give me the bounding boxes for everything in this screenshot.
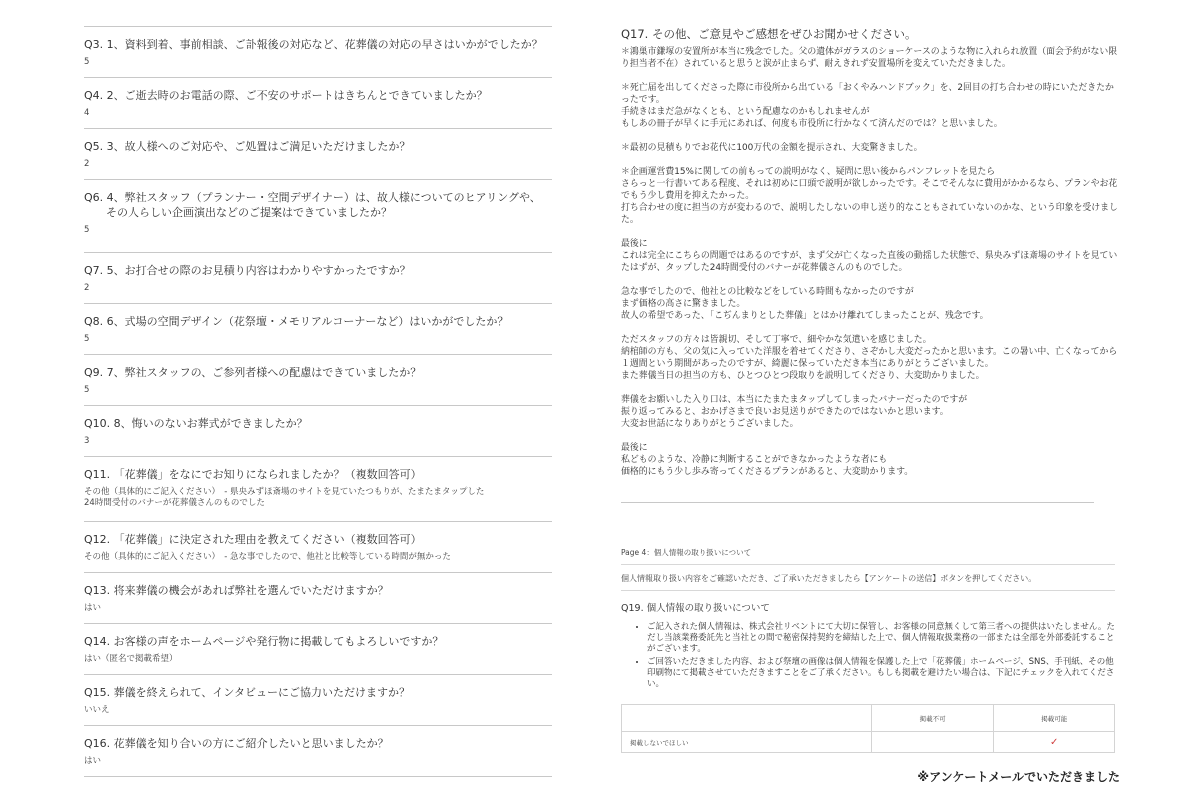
question-item bbox=[84, 456, 552, 521]
question-text: Q9. 7、弊社スタッフの、ご参列者様への配慮はできていましたか？ bbox=[84, 366, 422, 379]
q17-title: Q17. その他、ご意見やご感想をぜひお聞かせください。 bbox=[621, 27, 917, 41]
question-text: Q5. 3、故人様へのご対応や、ご処置はご満足いただけましたか？ bbox=[84, 140, 411, 153]
checkmark-icon: ✓ bbox=[1050, 736, 1059, 748]
question-item bbox=[84, 725, 552, 776]
consent-table-header bbox=[622, 705, 1115, 732]
question-text: Q10. 8、悔いのないお葬式ができましたか？ bbox=[84, 417, 308, 430]
question-text: Q7. 5、お打合せの際のお見積り内容はわかりやすかったですか？ bbox=[84, 264, 411, 277]
survey-answers-column bbox=[84, 26, 552, 777]
privacy-bullet-list bbox=[621, 622, 1115, 690]
question-item bbox=[84, 252, 552, 303]
divider bbox=[84, 776, 552, 777]
answer-text: 5 bbox=[84, 334, 90, 344]
answer-text: はい（匿名で掲載希望） bbox=[84, 654, 178, 664]
answer-text: 5 bbox=[84, 225, 90, 235]
allowed-cell[interactable] bbox=[994, 732, 1115, 753]
privacy-bullet: • ご記入された個人情報は、株式会社リベントにて大切に保管し、お客様の同意無くして第三者への提供はいたしません。ただし当該業務委託先と当社との間で秘密保持契約を締結した上で、個人情報取扱業務の一部または全部を外部委託することがございます。 bbox=[647, 622, 1115, 655]
question-text: Q6. 4、弊社スタッフ（プランナー・空間デザイナー）は、故人様についてのヒアリングや、 その人らしい企画演出などのご提案はできていましたか？ bbox=[84, 191, 541, 219]
question-item bbox=[84, 128, 552, 179]
answer-text: はい bbox=[84, 603, 102, 613]
privacy-notice: 個人情報取り扱い内容をご確認いただき、ご了承いただきましたら【アンケートの送信】ボタンを押してください。 bbox=[621, 565, 1115, 591]
question-text: Q8. 6、式場の空間デザイン（花祭壇・メモリアルコーナーなど）はいかがでしたか？ bbox=[84, 315, 509, 328]
question-text: Q3. 1、資料到着、事前相談、ご訃報後の対応など、花葬儀の対応の早さはいかがでしたか？ bbox=[84, 38, 543, 51]
row-label: 掲載しないでほしい bbox=[622, 732, 872, 753]
source-note: ※アンケートメールでいただきました bbox=[917, 770, 1120, 784]
question-text: Q15. 葬儀を終えられて、インタビューにご協力いただけますか？ bbox=[84, 686, 410, 699]
answer-text: いいえ bbox=[84, 705, 110, 715]
question-item bbox=[84, 354, 552, 405]
answer-text: 3 bbox=[84, 436, 90, 446]
question-item bbox=[84, 405, 552, 456]
question-text: Q14. お客様の声をホームページや発行物に掲載してもよろしいですか？ bbox=[84, 635, 444, 648]
question-text: Q12. 「花葬儀」に決定された理由を教えてください（複数回答可） bbox=[84, 533, 422, 546]
q17-comment-block bbox=[621, 26, 1121, 503]
privacy-bullet: • ご回答いただきました内容、および祭壇の画像は個人情報を保護した上で「花葬儀」ホームページ、SNS、手刊紙、その他印刷物にて掲載させていただきますことをご了承ください。もしも掲載を避けたい場合は、下記にチェックを入れてください。 bbox=[647, 657, 1115, 690]
header-cell-not-allowed: 掲載不可 bbox=[871, 705, 994, 732]
question-item bbox=[84, 303, 552, 354]
question-text: Q13. 将来葬儀の機会があれば弊社を選んでいただけますか？ bbox=[84, 584, 389, 597]
question-text: Q16. 花葬儀を知り合いの方にご紹介したいと思いましたか？ bbox=[84, 737, 389, 750]
question-item bbox=[84, 572, 552, 623]
question-item bbox=[84, 674, 552, 725]
page-section-title: Page 4：個人情報の取り扱いについて bbox=[621, 541, 1115, 565]
not-allowed-cell[interactable] bbox=[871, 732, 994, 753]
answer-text: その他（具体的にご記入ください） - 県央みずほ斎場のサイトを見ていたつもりが、たまたまタップした 24時間受付のバナーが花葬儀さんのものでした bbox=[84, 487, 485, 508]
answer-text: はい bbox=[84, 756, 102, 766]
answer-text: 5 bbox=[84, 57, 90, 67]
question-item bbox=[84, 623, 552, 674]
question-item bbox=[84, 77, 552, 128]
answer-text: 4 bbox=[84, 108, 90, 118]
privacy-section bbox=[621, 541, 1115, 692]
question-item bbox=[84, 521, 552, 572]
header-cell-allowed: 掲載可能 bbox=[994, 705, 1115, 732]
q17-comment-text: ＊鴻巣市鎌塚の安置所が本当に残念でした。父の遺体がガラスのショーケースのような物に入れられ放置（面会予約がない限り担当者不在）されていると思うと涙が止まらず、耐えきれず安置場所を変えていただきました。 ＊死亡届を出してくださった際に市役所から出ている「おくやみハンドブック」を、2回目の打ち合わせの時にいただきたかったです。 手続きはまだ急がなくとも、という配慮なのかもしれませんが もしあの冊子が早くに手元にあれば、何度も市役所に行かなくて済んだのでは？と思いました。 ＊最初の見積もりでお花代に100万代の金額を提示され、大変驚きました。 ＊企画運営費15%に関しての前もっての説明がなく、疑問に思い後からパンフレットを見たら さらっと一行書いてある程度、それは初めに口頭で説明が欲しかったです。そこでそんなに費用がかかるなら、プランやお花でもう少し費用を抑えたかった。 打ち合わせの度に担当の方が変わるので、説明したしないの申し送り的なこともされていないのかな、という印象を受けました。 最後に これは完全にこちらの問題ではあるのですが、まず父が亡くなった直後の動揺した状態で、県央みずほ斎場のサイトを見ていたはずが、タップした24時間受付のバナーが花葬儀さんのものでした。 急な事でしたので、他社との比較などをしている時間もなかったのですが まず価格の高さに驚きました。 故人の希望であった、「こぢんまりとした葬儀」とはかけ離れてしまったことが、残念です。 ただスタッフの方々は皆親切、そして丁寧で、細やかな気遣いを感じました。 納棺師の方も、父の気に入っていた洋服を着せてくださり、さぞかし大変だったかと思います。この暑い中、亡くなってから１週間という期間があったのですが、綺麗に保っていただき本当にありがとうございました。 また葬儀当日の担当の方も、ひとつひとつ段取りを説明してくださり、大変助かりました。 葬儀をお願いした入り口は、本当にたまたまタップしてしまったバナーだったのですが 振り返ってみると、おかげさまで良いお見送りができたのではないかと思います。 大変お世話になりありがとうございました。 最後に 私どものような、冷静に判断することができなかったような者にも 価格的にもう少し歩み寄ってくださるプランがあると、大変助かります。 bbox=[621, 47, 1118, 477]
question-text: Q11. 「花葬儀」をなにでお知りになられましたか？（複数回答可） bbox=[84, 468, 422, 481]
question-item bbox=[84, 26, 552, 77]
divider bbox=[621, 502, 1094, 503]
answer-text: その他（具体的にご記入ください） - 急な事でしたので、他社と比較等している時間が無かった bbox=[84, 552, 451, 562]
q19-title: Q19. 個人情報の取り扱いについて bbox=[621, 603, 770, 614]
question-item bbox=[84, 179, 552, 252]
answer-text: 5 bbox=[84, 385, 90, 395]
consent-table bbox=[621, 704, 1115, 753]
header-cell-empty bbox=[622, 705, 872, 732]
answer-text: 2 bbox=[84, 283, 90, 293]
answer-text: 2 bbox=[84, 159, 90, 169]
consent-table-row bbox=[622, 732, 1115, 753]
question-text: Q4. 2、ご逝去時のお電話の際、ご不安のサポートはきちんとできていましたか？ bbox=[84, 89, 488, 102]
